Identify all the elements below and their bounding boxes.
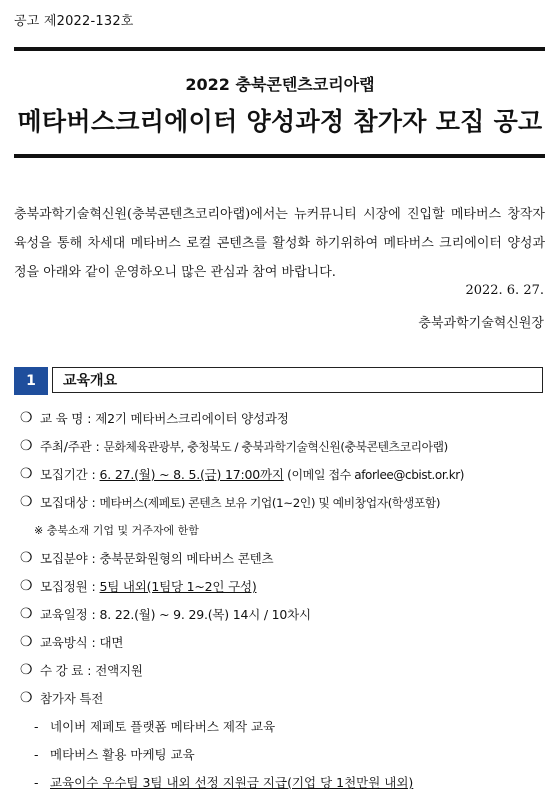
colon-separator: : [87, 662, 92, 678]
colon-separator: : [91, 606, 96, 622]
item-value-underlined: 6. 27.(월) ~ 8. 5.(금) 17:00까지 [99, 467, 284, 482]
issuer-name: 충북과학기술혁신원장 [418, 316, 544, 331]
colon-separator: : [91, 494, 96, 510]
list-item-course-name [20, 404, 545, 432]
notice-number: 공고 제2022-132호 [14, 14, 134, 29]
colon-separator: : [95, 438, 100, 454]
notice-date: 2022. 6. 27. [465, 283, 544, 298]
eligibility-note: ※ 충북소재 기업 및 거주자에 한함 [34, 524, 199, 537]
section-header [14, 367, 545, 395]
benefit-item [20, 712, 545, 740]
item-value: 8. 22.(월) ~ 9. 29.(목) 14시 / 10차시 [99, 607, 311, 622]
colon-separator: : [87, 410, 92, 426]
item-value: 전액지원 [95, 663, 143, 678]
circle-bullet-icon: ❍ [20, 578, 33, 594]
benefit-item [20, 740, 545, 768]
circle-bullet-icon: ❍ [20, 690, 33, 706]
dash-bullet-icon: - [34, 774, 39, 790]
item-label: 모집기간 [40, 467, 88, 482]
benefits-list [20, 712, 545, 796]
list-item-recruit-period [20, 460, 545, 488]
title-line-1: 2022 충북콘텐츠코리아랩 [185, 75, 375, 94]
colon-separator: : [91, 578, 96, 594]
benefit-text: 메타버스 활용 마케팅 교육 [50, 747, 195, 762]
item-label: 참가자 특전 [40, 691, 104, 706]
list-item-schedule [20, 600, 545, 628]
circle-bullet-icon: ❍ [20, 410, 33, 426]
circle-bullet-icon: ❍ [20, 606, 33, 622]
intro-paragraph: 충북과학기술혁신원(충북콘텐츠코리아랩)에서는 뉴커뮤니티 시장에 진입할 메타버스 창작자 육성을 통해 차세대 메타버스 로컬 콘텐츠를 활성화 하기위하여 메타버스 크리에이터 양성과정을 아래와 같이 운영하오니 많은 관심과 참여 바랍니다. [14, 207, 545, 280]
list-item-target [20, 488, 545, 516]
colon-separator: : [91, 634, 96, 650]
item-label: 교육방식 [40, 635, 88, 650]
item-value: 대면 [99, 635, 124, 650]
list-item-method [20, 628, 545, 656]
item-value-email: (이메일 접수 aforlee@cbist.or.kr) [283, 467, 465, 482]
colon-separator: : [91, 466, 96, 482]
circle-bullet-icon: ❍ [20, 550, 33, 566]
list-item-organizer [20, 432, 545, 460]
title-top-rule [14, 47, 545, 51]
circle-bullet-icon: ❍ [20, 662, 33, 678]
item-value: 제2기 메타버스크리에이터 양성과정 [95, 411, 289, 426]
item-value: 메타버스(제페토) 콘텐츠 보유 기업(1~2인) 및 예비창업자(학생포함) [99, 495, 441, 510]
item-value-underlined: 5팀 내외(1팀당 1~2인 구성) [99, 579, 257, 594]
item-label: 수 강 료 [40, 663, 84, 678]
circle-bullet-icon: ❍ [20, 634, 33, 650]
item-label: 주최/주관 [40, 439, 92, 454]
dash-bullet-icon: - [34, 746, 39, 762]
benefit-text-underlined: 교육이수 우수팀 3팀 내외 선정 지원금 지급(기업 당 1천만원 내외) [50, 775, 414, 790]
circle-bullet-icon: ❍ [20, 494, 33, 510]
benefit-item [20, 768, 545, 796]
item-label: 교육일정 [40, 607, 88, 622]
section-title: 교육개요 [52, 367, 543, 393]
overview-list [20, 404, 545, 796]
list-item-benefits [20, 684, 545, 712]
item-label: 모집분야 [40, 551, 88, 566]
list-item-fee [20, 656, 545, 684]
list-item-capacity [20, 572, 545, 600]
title-line-2: 메타버스크리에이터 양성과정 참가자 모집 공고 [17, 107, 543, 136]
list-item-field [20, 544, 545, 572]
item-label: 모집정원 [40, 579, 88, 594]
benefit-text: 네이버 제페토 플랫폼 메타버스 제작 교육 [50, 719, 276, 734]
item-value: 문화체육관광부, 충청북도 / 충북과학기술혁신원(충북콘텐츠코리아랩) [103, 439, 448, 454]
section-number-badge: 1 [14, 367, 48, 395]
circle-bullet-icon: ❍ [20, 466, 33, 482]
item-value: 충북문화원형의 메타버스 콘텐츠 [99, 551, 274, 566]
colon-separator: : [91, 550, 96, 566]
item-label: 모집대상 [40, 495, 88, 510]
item-label: 교 육 명 [40, 411, 84, 426]
dash-bullet-icon: - [34, 718, 39, 734]
title-bottom-rule [14, 154, 545, 158]
circle-bullet-icon: ❍ [20, 438, 33, 454]
